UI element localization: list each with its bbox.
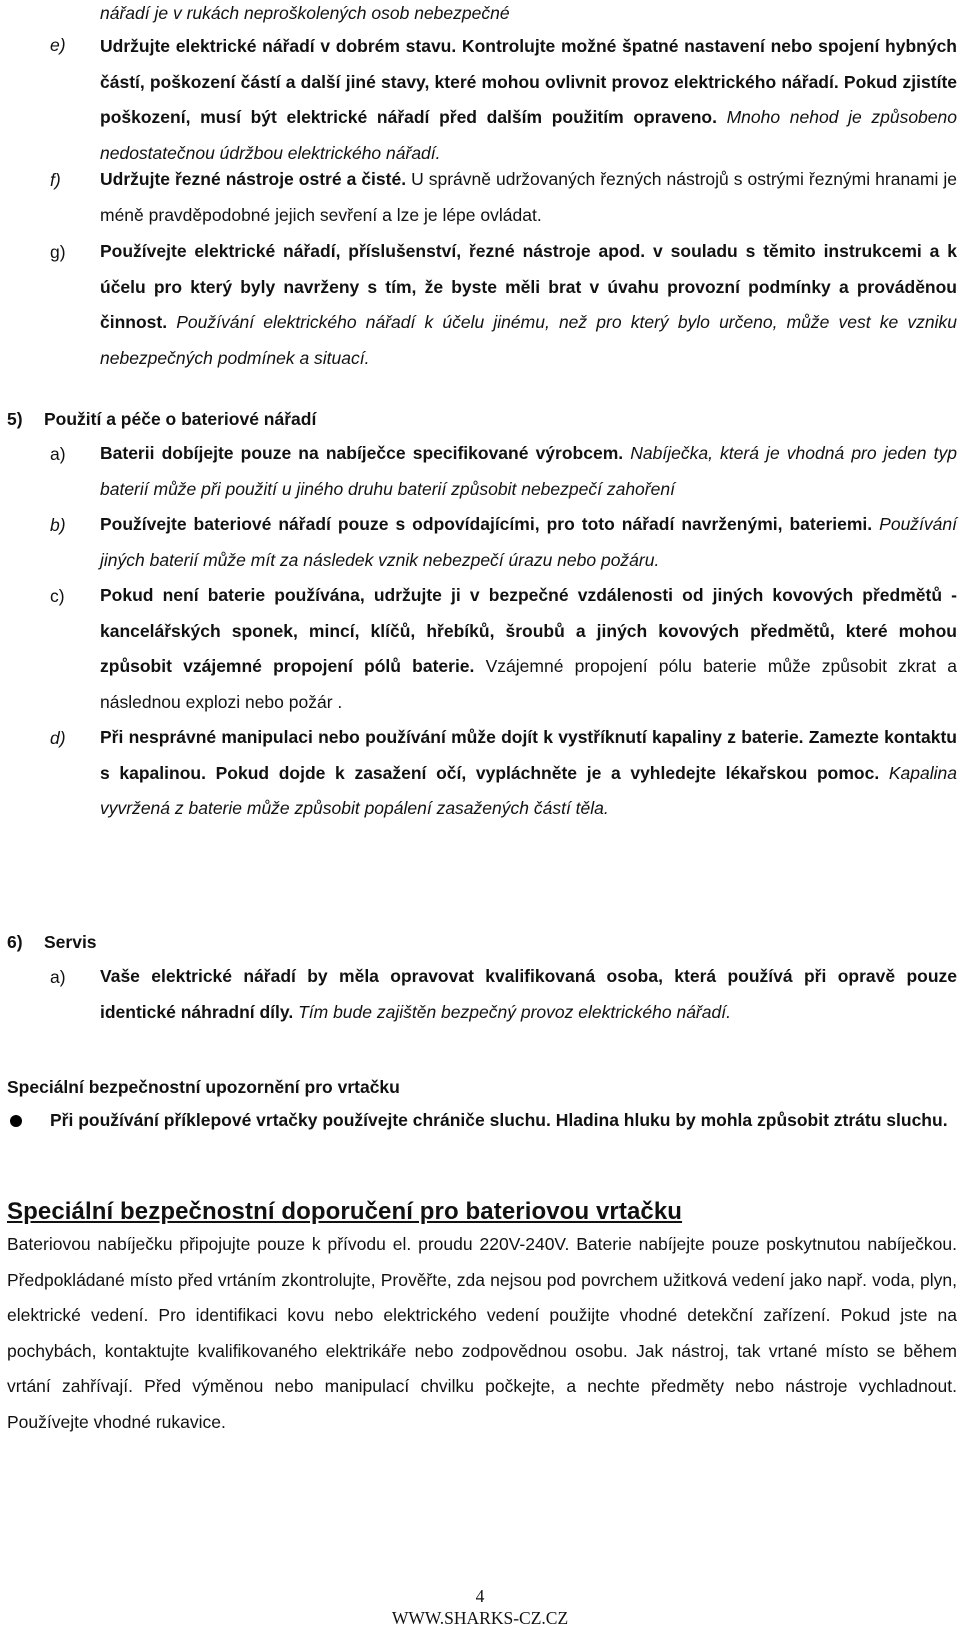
item-marker: a)	[50, 444, 66, 464]
item-marker: f)	[50, 170, 61, 190]
section-heading-6: 6) Servis	[7, 932, 97, 952]
item-text: Pokud není baterie používána, udržujte ji v bezpečné vzdálenosti od jiných kovových předmětů - kancelářských sponek, mincí, klíčů, hřebíků, šroubů a jiných kovových předmětů, které mohou způsobit vzájemné propojení pólů baterie. Vzájemné propojení pólu baterie může způsobit zkrat a následnou explozi nebo požár .	[100, 585, 957, 712]
footer-website: WWW.SHARKS-CZ.CZ	[391, 1608, 569, 1628]
battery-drill-title: Speciální bezpečnostní doporučení pro bateriovou vrtačku	[7, 1198, 683, 1225]
item-marker: g)	[50, 242, 66, 262]
page-number: 4	[475, 1586, 485, 1606]
bullet-icon	[10, 1115, 22, 1127]
continuation-line: nářadí je v rukách neproškolených osob nebezpečné	[100, 3, 510, 23]
item-marker: c)	[50, 586, 65, 606]
item-marker: e)	[50, 35, 66, 55]
drill-warning-title: Speciální bezpečnostní upozornění pro vrtačku	[7, 1077, 400, 1097]
item-text: Vaše elektrické nářadí by měla opravovat kvalifikovaná osoba, která používá při opravě pouze identické náhradní díly. Tím bude zajištěn bezpečný provoz elektrického nářadí.	[100, 966, 957, 1022]
item-text: Používejte bateriové nářadí pouze s odpovídajícími, pro toto nářadí navrženými, bateriemi. Používání jiných baterií může mít za následek vznik nebezpečí úrazu nebo požáru.	[100, 514, 957, 570]
item-marker: b)	[50, 515, 66, 535]
item-text: Udržujte elektrické nářadí v dobrém stavu. Kontrolujte možné špatné nastavení nebo spojení hybných částí, poškození částí a další jiné stavy, které mohou ovlivnit provoz elektrického nářadí. Pokud zjistíte poškození, musí být elektrické nářadí před dalším použitím opraveno. Mnoho nehod je způsobeno nedostatečnou údržbou elektrického nářadí.	[100, 36, 957, 163]
section-heading-5: 5) Použití a péče o bateriové nářadí	[7, 409, 317, 429]
item-text: Udržujte řezné nástroje ostré a čisté. U správně udržovaných řezných nástrojů s ostrými řeznými hranami je méně pravděpodobné jejich sevření a lze je lépe ovládat.	[100, 169, 957, 225]
battery-drill-body: Bateriovou nabíječku připojujte pouze k přívodu el. proudu 220V-240V. Baterie nabíjejte pouze poskytnutou nabíječkou. Předpokládané místo před vrtáním zkontrolujte, Prověřte, zda nejsou pod povrchem užitková vedení jako např. voda, plyn, elektrické vedení. Pro identifikaci kovu nebo elektrického vedení použijte vhodné detekční zařízení. Pokud jste na pochybách, kontaktujte kvalifikovaného elektrikáře nebo zodpovědnou osobu. Jak nástroj, tak vrtané místo se během vrtání zahřívají. Před výměnou nebo manipulací chvilku počkejte, a nechte předměty nebo nástroje vychladnout. Používejte vhodné rukavice.	[7, 1234, 957, 1432]
item-text: Při nesprávné manipulaci nebo používání může dojít k vystříknutí kapaliny z baterie. Zamezte kontaktu s kapalinou. Pokud dojde k zasažení očí, vypláchněte je a vyhledejte lékařskou pomoc. Kapalina vyvržená z baterie může způsobit popálení zasažených částí těla.	[100, 727, 957, 818]
item-text: Používejte elektrické nářadí, příslušenství, řezné nástroje apod. v souladu s těmito instrukcemi a k účelu pro který byly navrženy s tím, že byste měli brat v úvahu provozní podmínky a prováděnou činnost. Používání elektrického nářadí k účelu jinému, než pro který bylo určeno, může vest ke vzniku nebezpečných podmínek a situací.	[100, 241, 957, 368]
item-marker: a)	[50, 967, 66, 987]
drill-warning-text: Při používání příklepové vrtačky používejte chrániče sluchu. Hladina hluku by mohla způsobit ztrátu sluchu.	[50, 1110, 948, 1130]
item-marker: d)	[50, 728, 66, 748]
item-text: Baterii dobíjejte pouze na nabíječce specifikované výrobcem. Nabíječka, která je vhodná pro jeden typ baterií může při použití u jiného druhu baterií způsobit nebezpečí zahoření	[100, 443, 957, 499]
